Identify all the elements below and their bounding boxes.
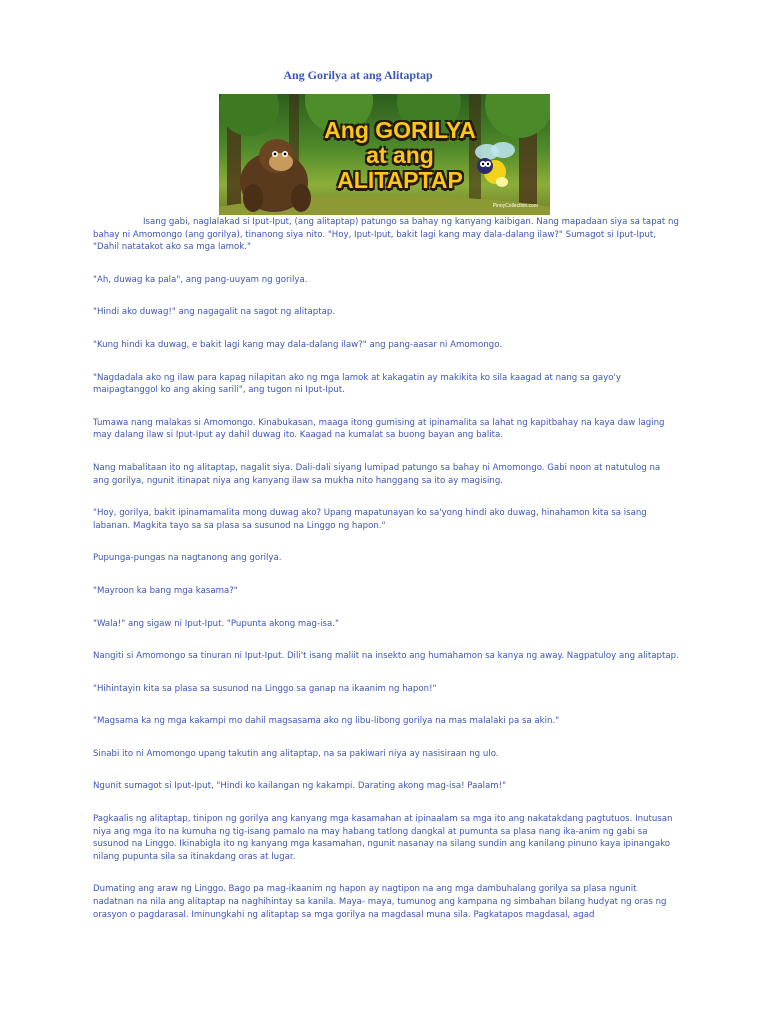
gorilla-icon <box>240 139 311 212</box>
paragraph: Nang mabalitaan ito ng alitaptap, nagalit siya. Dali-dali siyang lumipad patungo sa bahay ni Amomongo. Gabi noon at natutulog na ang gorilya, ngunit itinapat niya ang kanyang ilaw sa mukha nito hanggang sa ito ay magising. <box>93 462 661 486</box>
paragraph: Dumating ang araw ng Linggo. Bago pa mag-ikaanim ng hapon ay nagtipon na ang mga dambuhalang gorilya sa plasa ngunit nadatnan na nila ang alitaptap na naghihintay sa kanila. Maya- maya, tumunog ang kampana ng simbahan bilang hudyat ng oras ng orasyon o pagdarasal. Iminungkahi ng alitaptap sa mga gorilya na magdasal muna sila. Pagkatapos magdasal, agad <box>93 884 667 920</box>
paragraph: Tumawa nang malakas si Amomongo. Kinabukasan, maaga itong gumising at ipinamalita sa lahat ng kapitbahay na kaya daw laging may dalang ilaw si Iput-Iput ay dahil duwag ito. Kaagad na kumalat sa buong bayan ang balita. <box>93 417 665 441</box>
paragraph: Pagkaalis ng alitaptap, tinipon ng gorilya ang kanyang mga kasamahan at ipinaalam sa mga ito ang nakatakdang pagtutuos. Inutusan niya ang mga ito na kumuha ng tig-isang pamalo na may habang tatlong dangkal at pumunta sa plasa nang ika-anim ng gabi sa susunod na Linggo. Ikinabigla ito ng kanyang mga kasamahan, ngunit nasanay na silang sundin ang kanilang pinuno kaya ipinangako nilang pupunta sila sa itinakdang oras at lugar. <box>93 814 673 862</box>
paragraph: "Mayroon ka bang mga kasama?" <box>93 585 238 596</box>
paragraph: "Nagdadala ako ng ilaw para kapag nilapitan ako ng mga lamok at kakagatin ay makikita ko sila kaagad at nang sa gayo'y maipagtanggol ko ang aking sarili", ang tugon ni Iput-Iput. <box>93 372 621 396</box>
paragraph: "Hihintayin kita sa plasa sa susunod na Linggo sa ganap na ikaanim ng hapon!" <box>93 683 437 694</box>
paragraph: Sinabi ito ni Amomongo upang takutin ang alitaptap, na sa pakiwari niya ay nasisiraan ng ulo. <box>93 748 499 759</box>
banner-credit: PinoyCollection.com <box>492 203 538 209</box>
paragraph: Nangiti si Amomongo sa tinuran ni Iput-Iput. Dili't isang maliit na insekto ang humahamon sa kanya ng away. Nagpatuloy ang alitaptap. <box>93 651 679 662</box>
banner-title: Ang GORILYA at ang ALITAPTAP <box>324 117 476 193</box>
paragraph: Pupunga-pungas na nagtanong ang gorilya. <box>93 553 282 564</box>
story-title: Ang Gorilya at ang Alitaptap <box>283 68 433 82</box>
paragraph: "Wala!" ang sigaw ni Iput-Iput. "Pupunta akong mag-isa." <box>93 618 339 629</box>
story-body <box>93 216 679 941</box>
paragraph: "Kung hindi ka duwag, e bakit lagi kang may dala-dalang ilaw?" ang pang-aasar ni Amomongo. <box>93 339 503 350</box>
paragraph: "Hindi ako duwag!" ang nagagalit na sagot ng alitaptap. <box>93 307 336 318</box>
paragraph: "Ah, duwag ka pala", ang pang-uuyam ng gorilya. <box>93 274 308 285</box>
story-banner <box>219 94 550 215</box>
paragraph: Ngunit sumagot si Iput-Iput, "Hindi ko kailangan ng kakampi. Darating akong mag-isa! Paalam!" <box>93 781 507 792</box>
paragraph: Isang gabi, naglalakad si Iput-Iput, (ang alitaptap) patungo sa bahay ng kanyang kaibigan. Nang mapadaan siya sa tapat ng bahay ni Amomongo (ang gorilya), tinanong siya nito. "Hoy, Iput-Iput, bakit lagi kang may dala-dalang ilaw?" Sumagot si Iput-Iput, "Dahil natatakot ako sa mga lamok." <box>93 217 679 253</box>
paragraph: "Magsama ka ng mga kakampi mo dahil magsasama ako ng libu-libong gorilya na mas malalaki pa sa akin." <box>93 716 560 727</box>
paragraph: "Hoy, gorilya, bakit ipinamamalita mong duwag ako? Upang mapatunayan ko sa'yong hindi ako duwag, hinahamon kita sa isang labanan. Magkita tayo sa sa plasa sa susunod na Linggo ng hapon." <box>93 508 647 531</box>
